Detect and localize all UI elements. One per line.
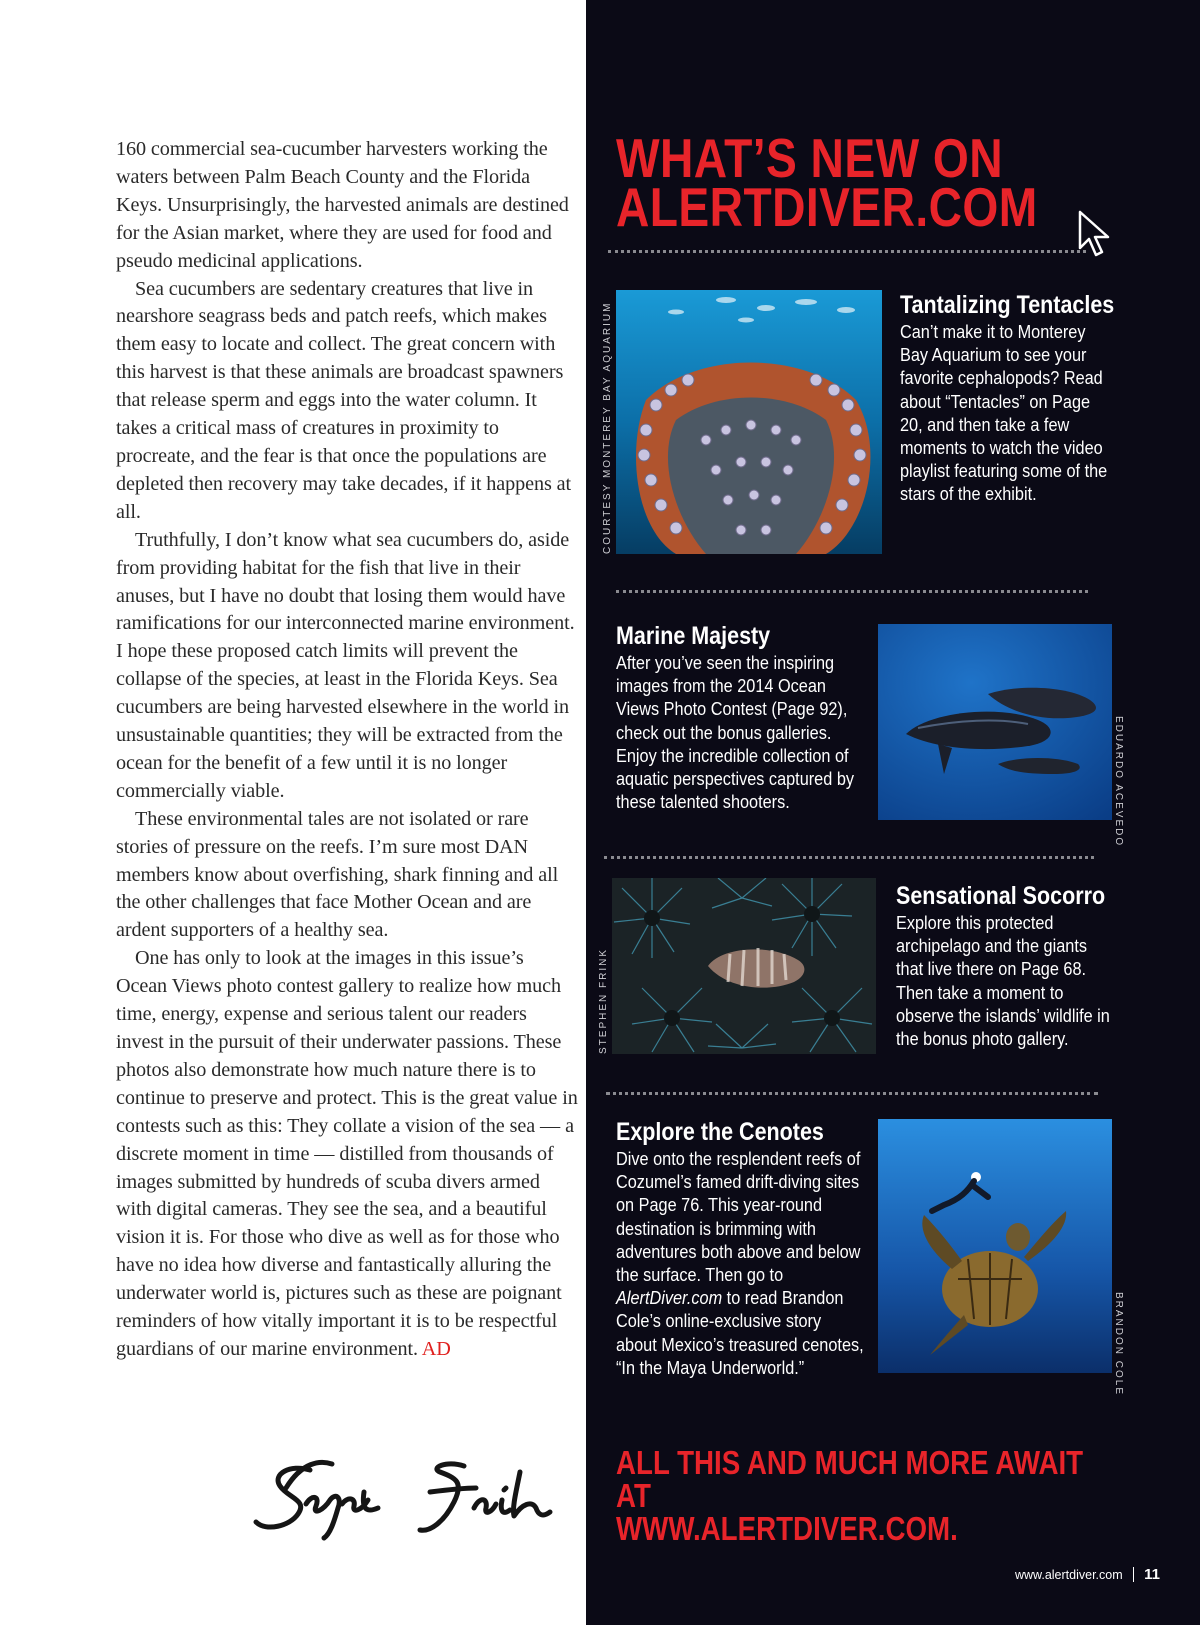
photo-credit: BRANDON COLE [1113, 1292, 1124, 1397]
story-body: Can’t make it to Monterey Bay Aquarium to see your favorite cephalopods? Read about “Tentacles” on Page 20, and then take a few moments to watch the video playlist featuring some of the stars of the exhibit. [900, 321, 1108, 505]
article-paragraph-last [116, 945, 578, 1364]
story-body [616, 1147, 864, 1379]
story-title: Tantalizing Tentacles [900, 291, 1115, 319]
story-body: After you’ve seen the inspiring images from the 2014 Ocean Views Photo Contest (Page 92), check out the bonus galleries. Enjoy the incredible collection of aquatic perspectives captured by these talented shooters. [616, 652, 855, 813]
story-title: Explore the Cenotes [616, 1118, 824, 1146]
story-body-text: to read Brandon Cole’s online-exclusive story about Mexico’s treasured cenotes, “In the Maya Underworld.” [616, 1287, 864, 1378]
story-body-text: Dive onto the resplendent reefs of Cozumel’s famed drift-diving sites on Page 76. This year-round destination is brimming with adventures both above and below the surface. Then go to [616, 1148, 861, 1286]
octopus-photo [616, 290, 882, 554]
signature-image [250, 1452, 560, 1544]
headline-line-1: WHAT’S NEW ON [616, 127, 1004, 189]
story-body: Explore this protected archipelago and the giants that live there on Page 68. Then take a moment to observe the islands’ wildlife in the bonus photo gallery. [896, 912, 1110, 1050]
footer-url[interactable]: www.alertdiver.com [1014, 1567, 1123, 1582]
editorial-column [116, 136, 578, 1364]
panel-headline [616, 127, 1038, 238]
photo-credit: COURTESY MONTEREY BAY AQUARIUM [602, 301, 613, 554]
page-number: 11 [1144, 1566, 1160, 1583]
headline-line-2: ALERTDIVER.COM [616, 176, 1038, 238]
story-title: Sensational Socorro [896, 882, 1106, 910]
urchins-fish-photo [612, 878, 876, 1054]
photo-credit: STEPHEN FRINK [598, 947, 609, 1054]
site-link[interactable]: AlertDiver.com [616, 1287, 723, 1309]
whats-new-panel [586, 0, 1200, 1625]
story-title: Marine Majesty [616, 622, 771, 650]
diver-turtle-photo [878, 1119, 1112, 1373]
page-footer [1015, 1566, 1160, 1583]
divider [604, 856, 1094, 859]
article-paragraph-text: One has only to look at the images in this issue’s Ocean Views photo contest gallery to realize how much time, energy, expense and serious talent our readers invest in the pursuit of their underwater passions. These photos also demonstrate how much nature there is to continue to preserve and protect. This is the great value in contests such as this: They collate a vision of the sea — a discrete moment in time — distilled from thousands of images submitted by hundreds of scuba divers armed with digital cameras. They see the sea, and a beautiful vision it is. For those who dive as well as for those who have no idea how diverse and fantastically alluring the underwater world is, pictures such as these are poignant reminders of how vitally important it is to be respectful guardians of our marine environment. [116, 947, 578, 1360]
divider [616, 590, 1088, 593]
end-mark: AD [421, 1337, 451, 1360]
article-paragraph: 160 commercial sea-cucumber harvesters working the waters between Palm Beach County and the Florida Keys. Unsurprisingly, the harvested animals are destined for the Asian market, where they are used for food and pseudo medicinal applications. [116, 138, 569, 272]
photo-credit: EDUARDO ACEVEDO [1113, 716, 1124, 848]
cta-line-1: ALL THIS AND MUCH MORE AWAIT AT [616, 1444, 1084, 1514]
pilot-whales-photo [878, 624, 1112, 820]
call-to-action [616, 1446, 1103, 1545]
article-body [116, 136, 578, 1364]
cta-line-2[interactable]: WWW.ALERTDIVER.COM. [616, 1510, 958, 1547]
article-paragraph: These environmental tales are not isolated or rare stories of pressure on the reefs. I’m sure most DAN members know about overfishing, shark finning and all the other challenges that face Mother Ocean and are ardent supporters of a healthy sea. [116, 807, 559, 942]
divider [606, 1092, 1098, 1095]
divider [608, 250, 1086, 253]
footer-separator [1133, 1567, 1135, 1582]
article-paragraph: Sea cucumbers are sedentary creatures that live in nearshore seagrass beds and patch reefs, which makes them easy to locate and collect. The great concern with this harvest is that these animals are broadcast spawners that release sperm and eggs into the water column. It takes a critical mass of creatures in proximity to procreate, and the fear is that once the populations are depleted then recovery may take decades, if it happens at all. [116, 277, 572, 523]
article-paragraph: Truthfully, I don’t know what sea cucumbers do, aside from providing habitat for the fish that live in their anuses, but I have no doubt that losing them would have ramifications for our interconnected marine environment. I hope these proposed catch limits will prevent the collapse of the species, at least in the Florida Keys. Sea cucumbers are being harvested elsewhere in the world in unsustainable quantities; they will be extracted from the ocean for the benefit of a few until it is no longer commercially viable. [116, 528, 575, 802]
